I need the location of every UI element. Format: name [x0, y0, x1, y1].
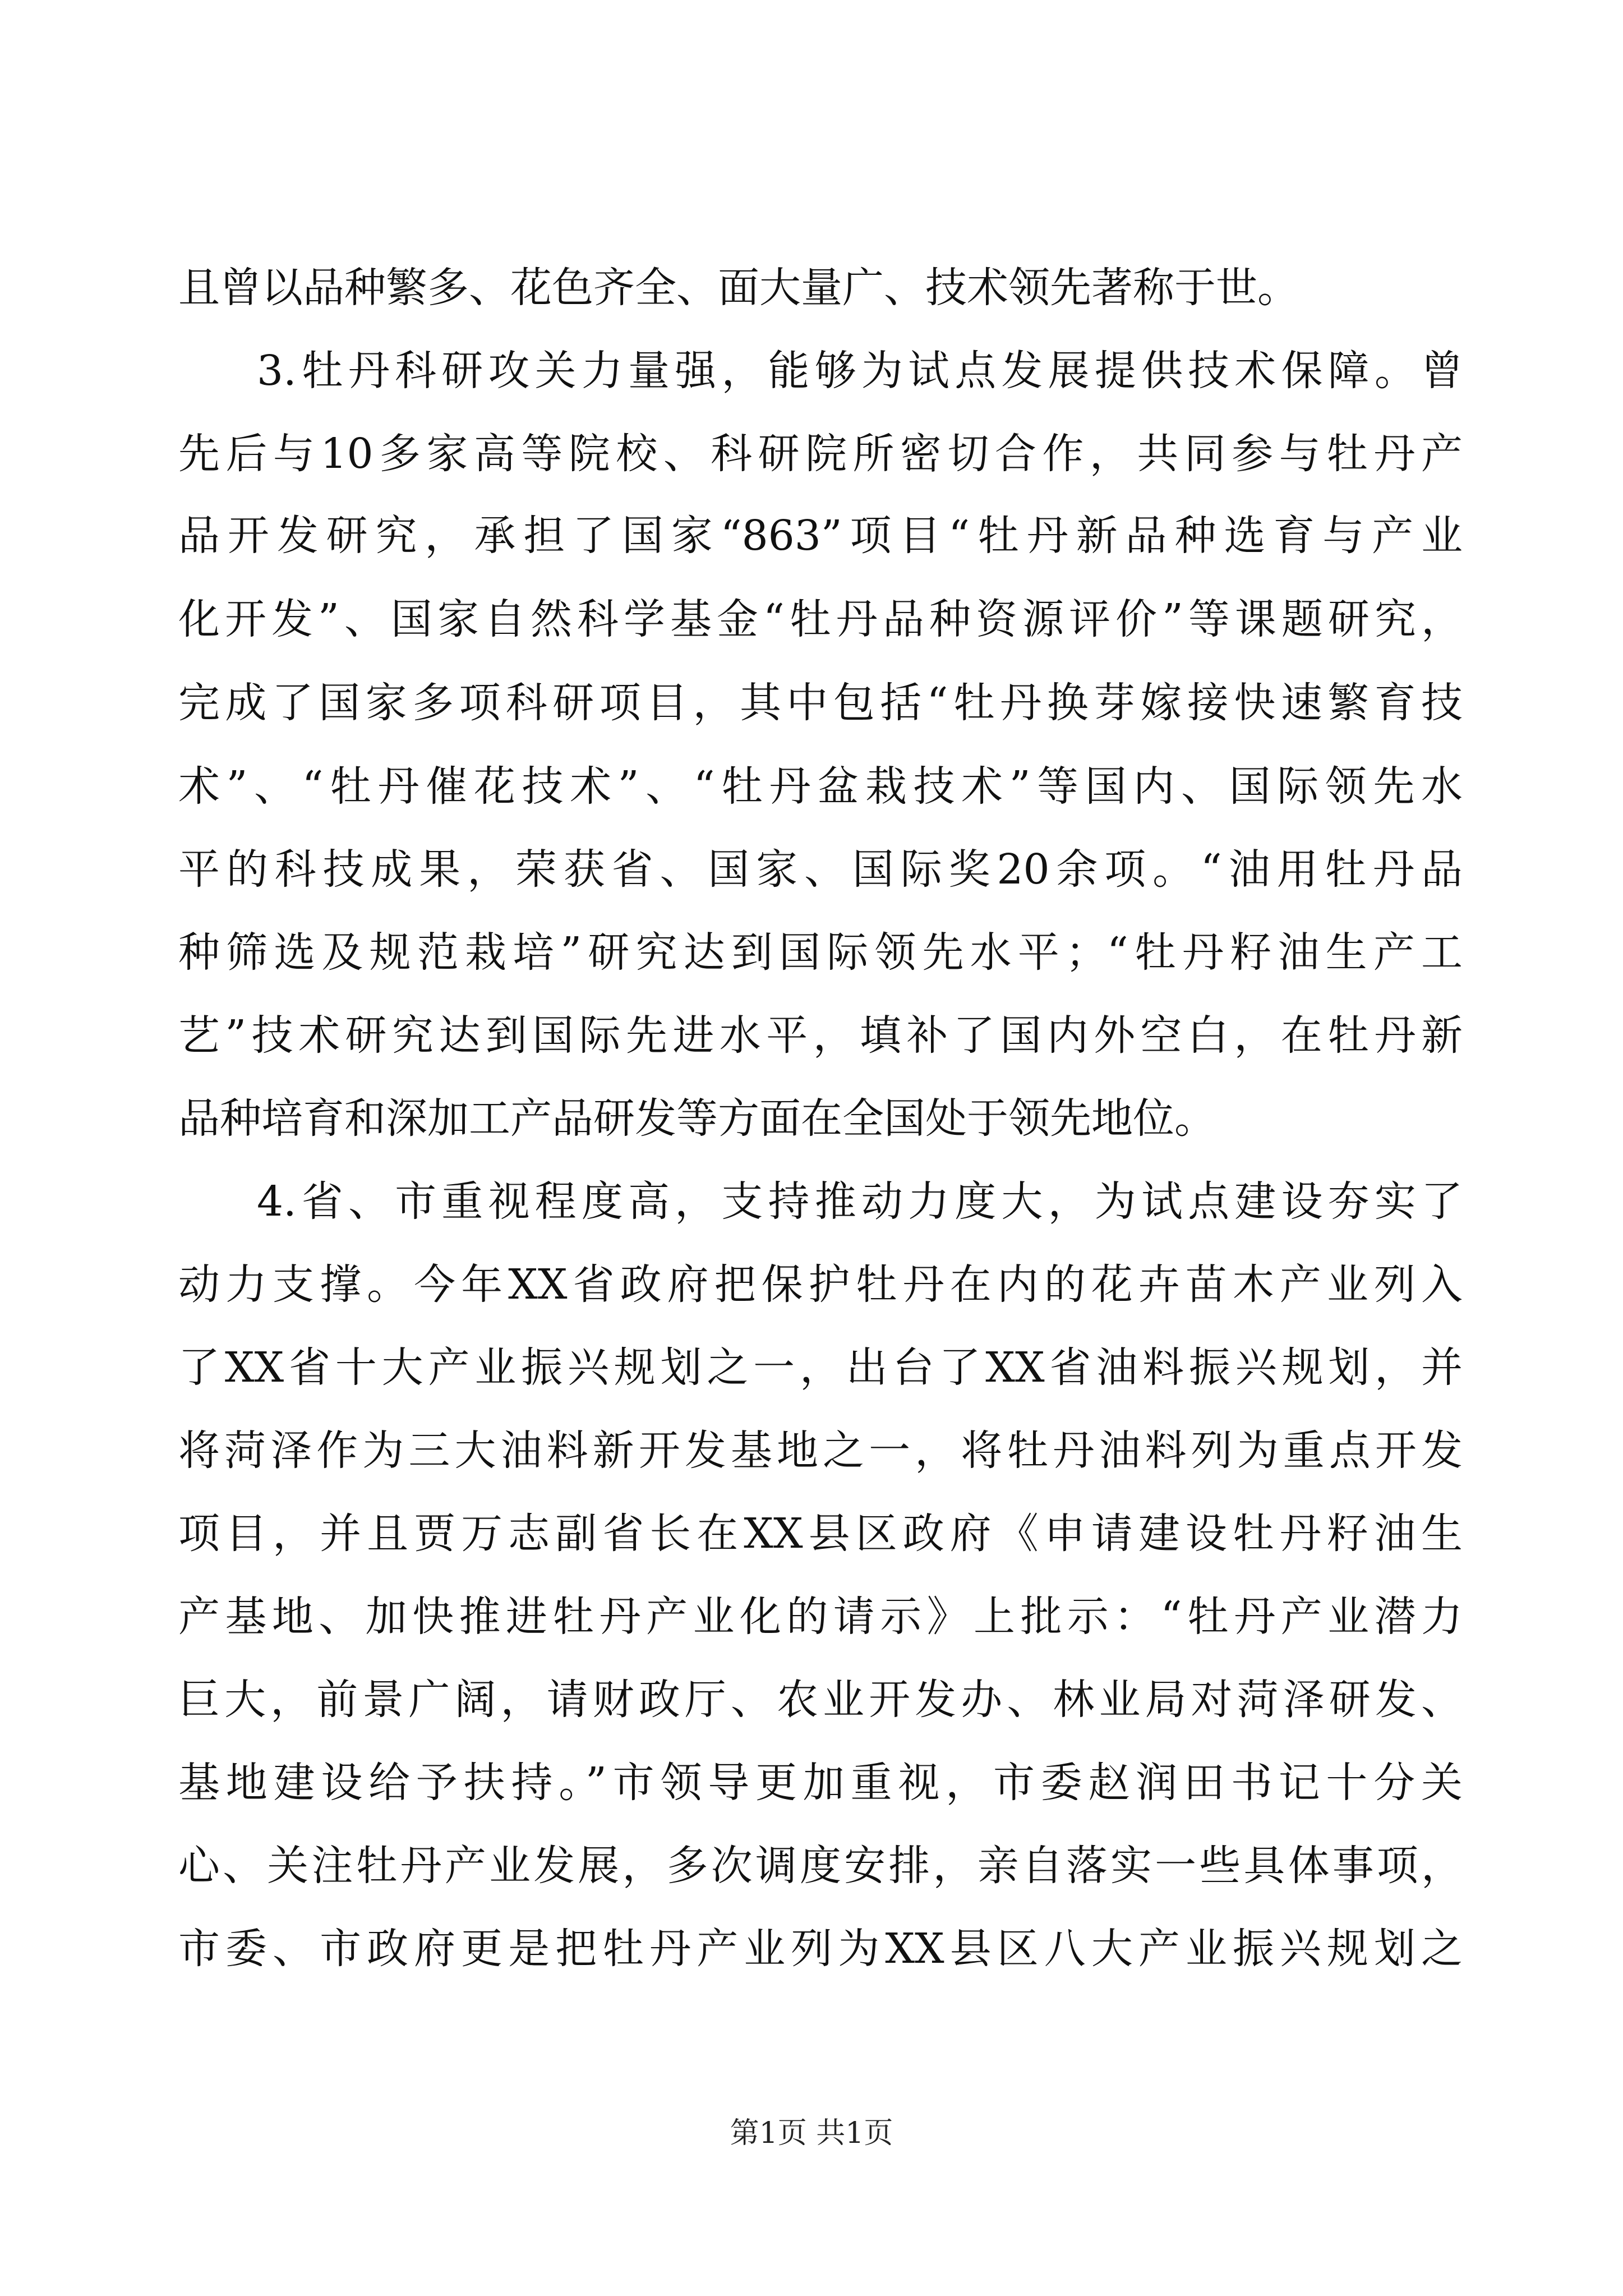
- text-line: 心、关注牡丹产业发展，多次调度安排，亲自落实一些具体事项，: [178, 1842, 1463, 1890]
- text-line: 化开发”、国家自然科学基金“牡丹品种资源评价”等课题研究，: [178, 595, 1463, 643]
- text-line: 将菏泽作为三大油料新开发基地之一，将牡丹油料列为重点开发: [178, 1427, 1463, 1475]
- text-line: 项目，并且贾万志副省长在XX县区政府《申请建设牡丹籽油生: [178, 1510, 1463, 1558]
- text-line: 基地建设给予扶持。”市领导更加重视，市委赵润田书记十分关: [178, 1759, 1463, 1807]
- text-line: 4.省、市重视程度高，支持推动力度大，为试点建设夯实了: [257, 1177, 1463, 1226]
- page-footer: 第1页 共1页: [730, 2116, 893, 2150]
- text-line: 完成了国家多项科研项目，其中包括“牡丹换芽嫁接快速繁育技: [178, 679, 1463, 727]
- text-line: 种筛选及规范栽培”研究达到国际领先水平；“牡丹籽油生产工: [178, 928, 1463, 977]
- text-line: 动力支撑。今年XX省政府把保护牡丹在内的花卉苗木产业列入: [178, 1260, 1463, 1309]
- text-line: 了XX省十大产业振兴规划之一，出台了XX省油料振兴规划，并: [178, 1343, 1463, 1392]
- text-line: 3.牡丹科研攻关力量强，能够为试点发展提供技术保障。曾: [257, 347, 1463, 395]
- text-line: 平的科技成果，荣获省、国家、国际奖20余项。“油用牡丹品: [178, 845, 1463, 894]
- text-line: 先后与10多家高等院校、科研院所密切合作，共同参与牡丹产: [178, 430, 1463, 478]
- text-line: 术”、“牡丹催花技术”、“牡丹盆栽技术”等国内、国际领先水: [178, 762, 1463, 811]
- text-line: 市委、市政府更是把牡丹产业列为XX县区八大产业振兴规划之: [178, 1925, 1463, 1973]
- text-line: 艺”技术研究达到国际先进水平，填补了国内外空白，在牡丹新: [178, 1011, 1463, 1060]
- text-line: 巨大，前景广阔，请财政厅、农业开发办、林业局对菏泽研发、: [178, 1676, 1463, 1724]
- text-line: 产基地、加快推进牡丹产业化的请示》上批示：“牡丹产业潜力: [178, 1593, 1463, 1641]
- text-line: 且曾以品种繁多、花色齐全、面大量广、技术领先著称于世。: [178, 264, 1299, 312]
- text-line: 品开发研究，承担了国家“863”项目“牡丹新品种选育与产业: [178, 512, 1463, 560]
- text-line: 品种培育和深加工产品研发等方面在全国处于领先地位。: [178, 1094, 1216, 1143]
